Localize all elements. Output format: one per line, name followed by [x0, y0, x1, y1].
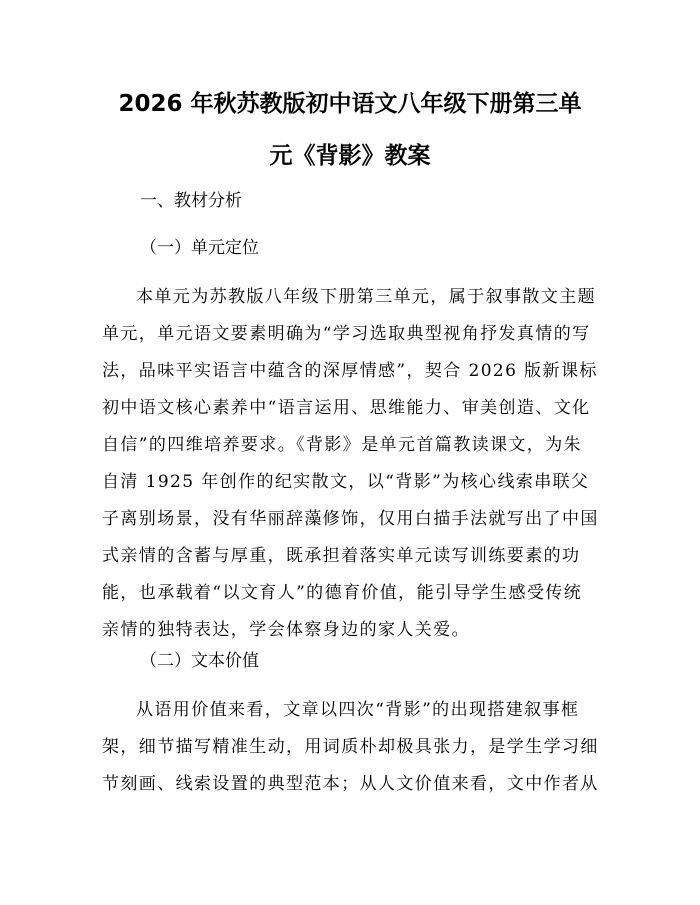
paragraph-line: 能，也承载着“以文育人”的德育价值，能引导学生感受传统	[102, 583, 583, 603]
paragraph-line: 式亲情的含蓄与厚重，既承担着落实单元读写训练要素的功	[102, 546, 581, 566]
paragraph-line: 本单元为苏教版八年级下册第三单元，属于叙事散文主题	[136, 287, 596, 307]
paragraph-line: 亲情的独特表达，学会体察身边的家人关爱。	[102, 620, 470, 640]
paragraph-line: 法，品味平实语言中蕴含的深厚情感”，契合 2026 版新课标	[102, 361, 598, 381]
paragraph-line: 架，细节描写精准生动，用词质朴却极具张力，是学生学习细	[102, 737, 599, 757]
paragraph-line: 节刻画、线索设置的典型范本；从人文价值来看，文中作者从	[102, 774, 599, 794]
document-title-line-2: 元《背影》教案	[269, 143, 431, 169]
document-title-line-1: 2026 年秋苏教版初中语文八年级下册第三单	[118, 91, 582, 117]
paragraph-line: 初中语文核心素养中“语言运用、思维能力、审美创造、文化	[102, 398, 591, 418]
subsection-heading-unit-positioning: （一）单元定位	[140, 238, 259, 258]
paragraph-line: 自清 1925 年创作的纪实散文，以“背影”为核心线索串联父	[102, 472, 590, 492]
paragraph-line: 自信”的四维培养要求。《背影》是单元首篇教读课文，为朱	[102, 435, 582, 455]
paragraph-line: 从语用价值来看，文章以四次“背影”的出现搭建叙事框	[136, 700, 580, 720]
paragraph-line: 单元，单元语文要素明确为“学习选取典型视角抒发真情的写	[102, 324, 591, 344]
subsection-heading-text-value: （二）文本价值	[140, 651, 259, 671]
section-heading-teaching-material-analysis: 一、教材分析	[140, 191, 242, 211]
paragraph-text-value	[102, 692, 602, 803]
paragraph-line: 子离别场景，没有华丽辞藻修饰，仅用白描手法就写出了中国	[102, 509, 599, 529]
paragraph-unit-positioning	[102, 279, 602, 649]
